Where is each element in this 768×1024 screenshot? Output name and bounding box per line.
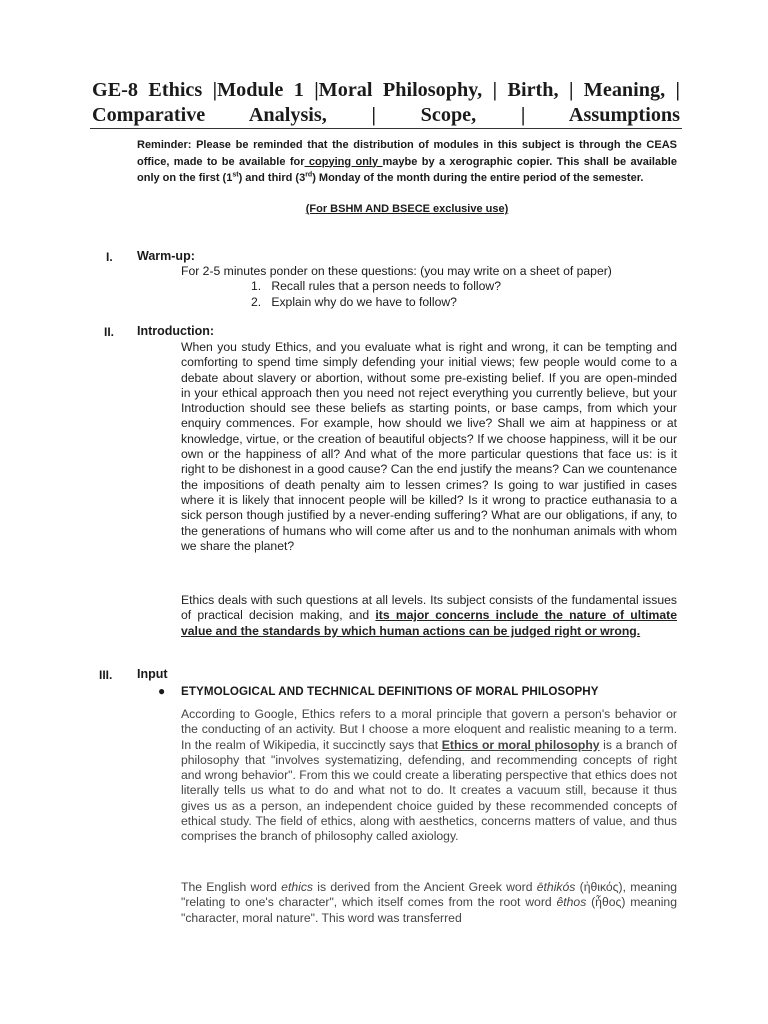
section-1-heading: Warm-up: xyxy=(137,249,195,263)
reminder-text-3: ) and third (3 xyxy=(238,172,306,184)
input-p2-text-b: is derived from the Ancient Greek word xyxy=(313,880,537,894)
page-title: GE-8 Ethics |Module 1 |Moral Philosophy, | Birth, | Meaning, | Comparative Analysis, | Scope, | Assumptions xyxy=(92,79,680,126)
intro-p2-emphasis: its major concerns include the nature of ultimate value and the standards by which human actions can be judged right or wrong. xyxy=(181,608,677,638)
warmup-list xyxy=(181,264,612,310)
section-3-number: III. xyxy=(99,668,113,682)
intro-p2-text: Ethics deals with such questions at all levels. Its subject consists of the fundamental issues of practical decision making, and xyxy=(181,593,677,623)
input-paragraph-2 xyxy=(181,880,677,926)
warmup-intro: For 2-5 minutes ponder on these questions: (you may write on a sheet of paper) xyxy=(181,264,612,278)
etymology-heading: ETYMOLOGICAL AND TECHNICAL DEFINITIONS OF MORAL PHILOSOPHY xyxy=(181,685,599,698)
input-p1-text-b: is a branch of philosophy that "involves systematizing, defending, and recommending concepts of right and wrong behavior". From this we could create a liberating perspective that ethics does not literally tells us what to do and what not to do. It creates a vacuum still, because it thus gives us as a person, an independent choice guided by these recommended concepts of ethical study. The field of ethics, along with aesthetics, concerns matters of value, and thus comprises the branch of philosophy called axiology. xyxy=(181,737,677,844)
section-1-number: I. xyxy=(106,250,113,264)
reminder-text-1: Reminder: Please be reminded that the distribution of modules in this subject is through the CEAS office, made to be available for xyxy=(137,139,677,168)
reminder-sup-rd: rd xyxy=(305,171,313,179)
bullet-dot-icon: ● xyxy=(158,684,166,698)
section-3-heading: Input xyxy=(137,667,168,681)
input-p2-text-c: (ἠθικός), meaning "relating to one's character", which itself comes from the root word xyxy=(181,880,678,910)
input-p1-emphasis: Ethics or moral philosophy xyxy=(441,737,600,752)
section-2-heading: Introduction: xyxy=(137,324,215,338)
input-p2-word-ethics: ethics xyxy=(281,880,314,894)
section-2-number: II. xyxy=(104,325,115,339)
introduction-paragraph-1: When you study Ethics, and you evaluate what is right and wrong, it can be tempting and comforting to spend time simply defending your initial views; few people would come to a debate about slavery or abortion, without some pre-existing belief. If you are open-minded in your ethical approach then you need not reject everything you currently believe, but your Introduction should see these beliefs as starting points, or base camps, from which your enquiry commences. For example, how should we live? Shall we aim at happiness or at knowledge, virtue, or the creation of beautiful objects? If we choose happiness, will it be our own or the happiness of all? And what of the more particular questions that face us: is it right to be dishonest in a good cause? Can the end justify the means? Can we countenance the impositions of death penalty aim to lessen crimes? Is going to war justified in cases where it is likely that innocent people will be killed? Is it wrong to practice euthanasia to a sick person though justified by a never-ending suffering? What are our obligations, if any, to the generations of humans who will come after us and to the nonhuman animals with whom we share the planet? xyxy=(181,340,677,553)
reminder-copying-only: copying only xyxy=(304,155,383,168)
input-p2-text-a: The English word xyxy=(181,880,282,894)
title-underline-rule xyxy=(90,128,682,129)
input-paragraph-1 xyxy=(181,707,677,845)
reminder-notice xyxy=(137,137,677,187)
warmup-item-1: 1. Recall rules that a person needs to follow? xyxy=(251,279,501,294)
reminder-sup-st: st xyxy=(232,171,239,179)
exclusive-use-note: (For BSHM AND BSECE exclusive use) xyxy=(305,203,509,215)
input-p2-word-ethikos: ēthikós xyxy=(536,880,576,894)
reminder-text-4: ) Monday of the month during the entire period of the semester. xyxy=(312,172,644,184)
reminder-text-2: maybe by a xerographic copier. This shall be available only on the first (1 xyxy=(137,155,677,184)
input-p2-text-d: (ἦθος) meaning "character, moral nature". This word was transferred xyxy=(181,895,677,925)
warmup-item-2: 2. Explain why do we have to follow? xyxy=(251,294,457,309)
introduction-paragraph-2 xyxy=(181,593,677,639)
input-p2-word-ethos: êthos xyxy=(556,895,587,910)
input-p1-text-a: According to Google, Ethics refers to a moral principle that govern a person's behavior or the conducting of an activity. But I choose a more eloquent and realistic meaning to a term. In the realm of Wikipedia, it succinctly says that xyxy=(181,707,677,752)
